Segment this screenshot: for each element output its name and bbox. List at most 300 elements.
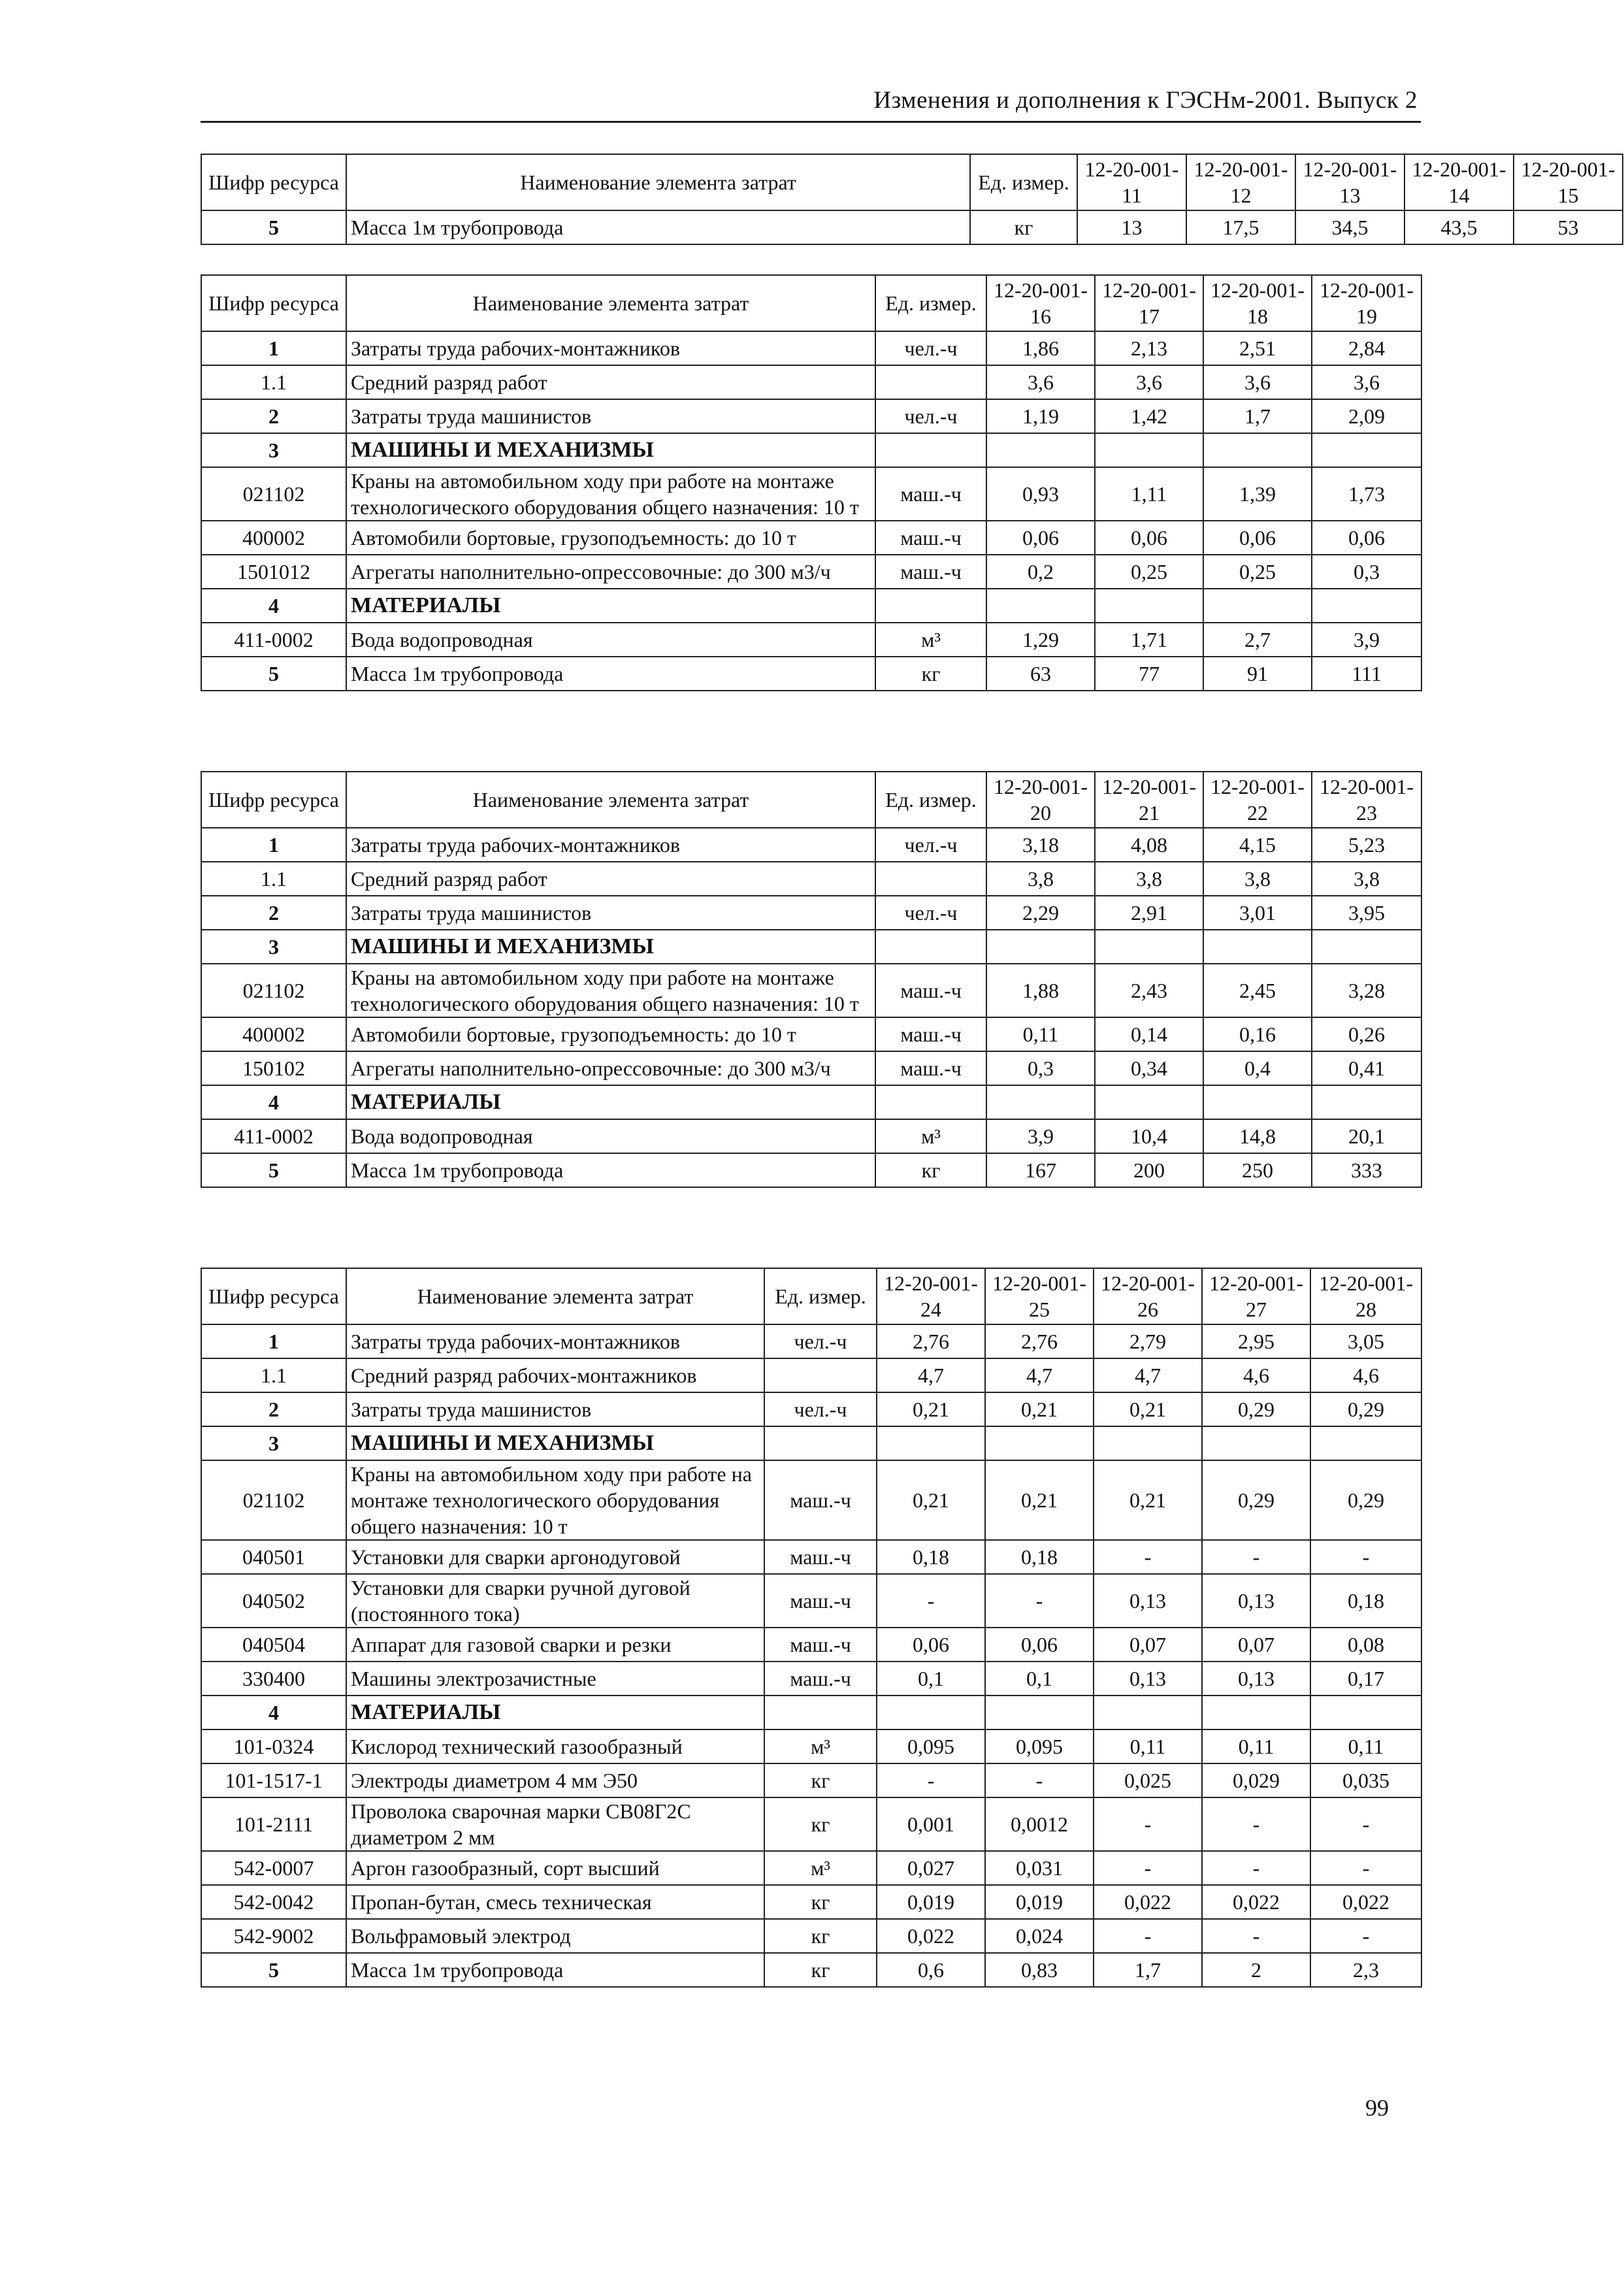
- row-value: 0,25: [1203, 555, 1312, 589]
- row-name: Масса 1м трубопровода: [346, 657, 875, 691]
- row-value: 0,0012: [985, 1797, 1094, 1851]
- row-value: 0,83: [985, 1953, 1094, 1987]
- row-unit: кг: [875, 1153, 986, 1187]
- row-value: -: [1202, 1540, 1310, 1574]
- table-row: [201, 1574, 1421, 1628]
- row-value: 250: [1203, 1153, 1312, 1187]
- row-unit: м³: [875, 1119, 986, 1153]
- row-unit: кг: [764, 1763, 877, 1797]
- row-code: 5: [201, 1153, 346, 1187]
- row-name: Аргон газообразный, сорт высший: [346, 1851, 764, 1885]
- table-row: [201, 467, 1421, 521]
- row-name: Кислород технический газообразный: [346, 1729, 764, 1763]
- row-value: 0,06: [1203, 521, 1312, 555]
- row-name: Автомобили бортовые, грузоподъемность: до 10 т: [346, 1017, 875, 1051]
- row-value: [1203, 433, 1312, 467]
- row-value: 1,7: [1203, 399, 1312, 433]
- row-unit: [764, 1426, 877, 1460]
- row-value: 0,11: [1094, 1729, 1202, 1763]
- row-unit: маш.-ч: [875, 467, 986, 521]
- row-value: 0,022: [1202, 1885, 1310, 1919]
- row-name: Затраты труда машинистов: [346, 1392, 764, 1426]
- row-value: 0,025: [1094, 1763, 1202, 1797]
- row-code: 5: [201, 210, 346, 244]
- row-code: 3: [201, 930, 346, 964]
- row-value: [877, 1426, 985, 1460]
- row-unit: [875, 433, 986, 467]
- row-value: [1312, 589, 1421, 623]
- row-value: 3,8: [1312, 862, 1421, 896]
- row-value: [985, 1696, 1094, 1729]
- row-value: -: [985, 1574, 1094, 1628]
- row-value: 200: [1095, 1153, 1203, 1187]
- row-unit: кг: [764, 1885, 877, 1919]
- row-value: [1095, 589, 1203, 623]
- row-unit: чел.-ч: [764, 1324, 877, 1358]
- row-code: 1.1: [201, 1358, 346, 1392]
- row-unit: маш.-ч: [764, 1574, 877, 1628]
- row-code: 040504: [201, 1628, 346, 1662]
- row-value: 0,08: [1310, 1628, 1421, 1662]
- table-header-row: [201, 772, 1421, 828]
- header-norm-code: 12-20-001-22: [1203, 772, 1312, 828]
- row-value: [1202, 1426, 1310, 1460]
- row-value: 0,18: [1310, 1574, 1421, 1628]
- row-value: 0,06: [877, 1628, 985, 1662]
- row-code: 1: [201, 1324, 346, 1358]
- row-unit: маш.-ч: [764, 1662, 877, 1696]
- header-norm-code: 12-20-001-26: [1094, 1268, 1202, 1324]
- table-row: [201, 862, 1421, 896]
- row-value: 3,6: [1095, 365, 1203, 399]
- row-code: 2: [201, 1392, 346, 1426]
- table-row: [201, 930, 1421, 964]
- row-value: 2,95: [1202, 1324, 1310, 1358]
- header-norm-code: 12-20-001-25: [985, 1268, 1094, 1324]
- row-name: Агрегаты наполнительно-опрессовочные: до 300 м3/ч: [346, 1051, 875, 1085]
- row-value: 0,07: [1094, 1628, 1202, 1662]
- row-value: 0,035: [1310, 1763, 1421, 1797]
- table-row: [201, 1153, 1421, 1187]
- row-unit: кг: [875, 657, 986, 691]
- row-unit: [875, 862, 986, 896]
- header-norm-code: 12-20-001-19: [1312, 275, 1421, 331]
- page-header: Изменения и дополнения к ГЭСНм-2001. Выпуск 2: [873, 87, 1418, 114]
- table-row: [201, 1392, 1421, 1426]
- row-code: 411-0002: [201, 623, 346, 657]
- row-value: 0,11: [1310, 1729, 1421, 1763]
- page-number: 99: [1365, 2095, 1389, 2121]
- row-code: 330400: [201, 1662, 346, 1696]
- row-value: -: [1202, 1797, 1310, 1851]
- row-value: -: [1202, 1851, 1310, 1885]
- row-value: 91: [1203, 657, 1312, 691]
- row-unit: чел.-ч: [875, 896, 986, 930]
- row-code: 2: [201, 896, 346, 930]
- row-value: 14,8: [1203, 1119, 1312, 1153]
- row-unit: маш.-ч: [875, 964, 986, 1017]
- header-unit: Ед. измер.: [875, 275, 986, 331]
- row-unit: чел.-ч: [875, 399, 986, 433]
- row-code: 5: [201, 657, 346, 691]
- header-norm-code: 12-20-001-12: [1186, 154, 1295, 210]
- row-value: 1,19: [986, 399, 1095, 433]
- header-norm-code: 12-20-001-11: [1077, 154, 1186, 210]
- row-code: 400002: [201, 1017, 346, 1051]
- row-value: [1094, 1426, 1202, 1460]
- row-code: 1501012: [201, 555, 346, 589]
- row-value: 0,21: [985, 1392, 1094, 1426]
- table-row: [201, 589, 1421, 623]
- table-row: [201, 1085, 1421, 1119]
- row-value: 0,022: [1310, 1885, 1421, 1919]
- row-value: -: [877, 1763, 985, 1797]
- header-code: Шифр ресурса: [201, 154, 346, 210]
- row-value: 53: [1514, 210, 1623, 244]
- row-code: 4: [201, 589, 346, 623]
- row-value: 5,23: [1312, 828, 1421, 862]
- row-name: Установки для сварки ручной дуговой (постоянного тока): [346, 1574, 764, 1628]
- header-norm-code: 12-20-001-20: [986, 772, 1095, 828]
- table-row: [201, 1885, 1421, 1919]
- row-value: 3,6: [1312, 365, 1421, 399]
- table-header-row: [201, 275, 1421, 331]
- row-value: 0,1: [985, 1662, 1094, 1696]
- row-name: Масса 1м трубопровода: [346, 210, 970, 244]
- row-value: 0,6: [877, 1953, 985, 1987]
- table-row: [201, 1919, 1421, 1953]
- row-value: 2,51: [1203, 331, 1312, 365]
- row-code: 542-9002: [201, 1919, 346, 1953]
- header-code: Шифр ресурса: [201, 275, 346, 331]
- row-value: [1095, 1085, 1203, 1119]
- row-value: 0,06: [1095, 521, 1203, 555]
- row-name: Аппарат для газовой сварки и резки: [346, 1628, 764, 1662]
- header-unit: Ед. измер.: [875, 772, 986, 828]
- row-value: 0,07: [1202, 1628, 1310, 1662]
- row-value: 0,031: [985, 1851, 1094, 1885]
- row-value: 3,6: [1203, 365, 1312, 399]
- row-unit: чел.-ч: [875, 331, 986, 365]
- resource-table-1: [201, 154, 1623, 245]
- table-row: [201, 1119, 1421, 1153]
- row-value: 2,09: [1312, 399, 1421, 433]
- row-value: 0,14: [1095, 1017, 1203, 1051]
- row-value: 2,13: [1095, 331, 1203, 365]
- row-value: 0,1: [877, 1662, 985, 1696]
- row-value: 4,15: [1203, 828, 1312, 862]
- header-unit: Ед. измер.: [970, 154, 1077, 210]
- row-name: Затраты труда машинистов: [346, 896, 875, 930]
- table-row: [201, 896, 1421, 930]
- row-value: 0,13: [1094, 1662, 1202, 1696]
- header-norm-code: 12-20-001-14: [1405, 154, 1514, 210]
- row-value: 0,3: [986, 1051, 1095, 1085]
- row-code: 1.1: [201, 365, 346, 399]
- row-value: 0,41: [1312, 1051, 1421, 1085]
- row-name: Электроды диаметром 4 мм Э50: [346, 1763, 764, 1797]
- row-value: 34,5: [1295, 210, 1405, 244]
- row-value: 2,43: [1095, 964, 1203, 1017]
- row-unit: маш.-ч: [875, 1017, 986, 1051]
- row-value: [986, 589, 1095, 623]
- row-code: 101-2111: [201, 1797, 346, 1851]
- row-value: [986, 1085, 1095, 1119]
- row-unit: маш.-ч: [764, 1460, 877, 1540]
- row-value: 0,17: [1310, 1662, 1421, 1696]
- row-value: [1203, 589, 1312, 623]
- row-value: 0,21: [985, 1460, 1094, 1540]
- row-value: -: [985, 1763, 1094, 1797]
- header-name: Наименование элемента затрат: [346, 154, 970, 210]
- row-name: МАШИНЫ И МЕХАНИЗМЫ: [346, 1426, 764, 1460]
- table-row: [201, 1540, 1421, 1574]
- row-value: 0,21: [1094, 1392, 1202, 1426]
- row-value: [1310, 1426, 1421, 1460]
- row-value: 3,6: [986, 365, 1095, 399]
- row-value: -: [1202, 1919, 1310, 1953]
- row-unit: м³: [764, 1851, 877, 1885]
- row-value: 1,86: [986, 331, 1095, 365]
- table-row: [201, 1051, 1421, 1085]
- row-value: 0,16: [1203, 1017, 1312, 1051]
- row-value: 3,8: [986, 862, 1095, 896]
- row-unit: маш.-ч: [875, 1051, 986, 1085]
- row-value: -: [1094, 1540, 1202, 1574]
- row-name: Установки для сварки аргонодуговой: [346, 1540, 764, 1574]
- table-row: [201, 1696, 1421, 1729]
- row-value: -: [1310, 1540, 1421, 1574]
- row-value: 0,029: [1202, 1763, 1310, 1797]
- table-header-row: [201, 1268, 1421, 1324]
- row-name: Вода водопроводная: [346, 623, 875, 657]
- row-value: -: [1310, 1797, 1421, 1851]
- row-code: 040501: [201, 1540, 346, 1574]
- row-value: 0,019: [985, 1885, 1094, 1919]
- row-value: 0,095: [877, 1729, 985, 1763]
- row-value: 4,08: [1095, 828, 1203, 862]
- table-row: [201, 1729, 1421, 1763]
- row-unit: [875, 1085, 986, 1119]
- row-code: 4: [201, 1696, 346, 1729]
- row-value: 10,4: [1095, 1119, 1203, 1153]
- row-value: [985, 1426, 1094, 1460]
- row-code: 1: [201, 331, 346, 365]
- row-code: 1.1: [201, 862, 346, 896]
- resource-table-2: [201, 274, 1422, 691]
- row-unit: [764, 1696, 877, 1729]
- table-header-row: [201, 154, 1623, 210]
- row-unit: кг: [764, 1919, 877, 1953]
- row-value: 0,18: [985, 1540, 1094, 1574]
- row-name: Вольфрамовый электрод: [346, 1919, 764, 1953]
- row-code: 1: [201, 828, 346, 862]
- row-code: 021102: [201, 964, 346, 1017]
- row-value: 2,76: [877, 1324, 985, 1358]
- row-name: Вода водопроводная: [346, 1119, 875, 1153]
- row-value: -: [1310, 1919, 1421, 1953]
- row-value: 4,7: [1094, 1358, 1202, 1392]
- row-value: [986, 930, 1095, 964]
- row-value: 0,027: [877, 1851, 985, 1885]
- row-value: 0,21: [877, 1460, 985, 1540]
- row-value: 0,095: [985, 1729, 1094, 1763]
- header-norm-code: 12-20-001-15: [1514, 154, 1623, 210]
- table-row: [201, 1017, 1421, 1051]
- table-row: [201, 828, 1421, 862]
- row-name: Средний разряд работ: [346, 862, 875, 896]
- row-value: 0,29: [1310, 1460, 1421, 1540]
- row-value: 2,7: [1203, 623, 1312, 657]
- row-name: Масса 1м трубопровода: [346, 1153, 875, 1187]
- header-norm-code: 12-20-001-16: [986, 275, 1095, 331]
- row-value: 2,3: [1310, 1953, 1421, 1987]
- row-value: 2,45: [1203, 964, 1312, 1017]
- row-value: 0,18: [877, 1540, 985, 1574]
- row-value: 0,11: [986, 1017, 1095, 1051]
- header-norm-code: 12-20-001-27: [1202, 1268, 1310, 1324]
- row-unit: м³: [764, 1729, 877, 1763]
- row-code: 542-0007: [201, 1851, 346, 1885]
- row-value: 0,001: [877, 1797, 985, 1851]
- header-norm-code: 12-20-001-18: [1203, 275, 1312, 331]
- row-value: [1312, 433, 1421, 467]
- row-value: 0,024: [985, 1919, 1094, 1953]
- row-name: Краны на автомобильном ходу при работе на монтаже технологического оборудования общего назначения: 10 т: [346, 1460, 764, 1540]
- row-name: МАТЕРИАЛЫ: [346, 1696, 764, 1729]
- row-value: 167: [986, 1153, 1095, 1187]
- header-code: Шифр ресурса: [201, 772, 346, 828]
- row-value: 17,5: [1186, 210, 1295, 244]
- resource-table-4: [201, 1268, 1422, 1988]
- row-value: 0,022: [1094, 1885, 1202, 1919]
- row-value: 0,29: [1202, 1392, 1310, 1426]
- row-value: 2: [1202, 1953, 1310, 1987]
- row-name: Затраты труда машинистов: [346, 399, 875, 433]
- row-value: [1312, 930, 1421, 964]
- row-value: 1,11: [1095, 467, 1203, 521]
- table-row: [201, 1426, 1421, 1460]
- row-value: 3,95: [1312, 896, 1421, 930]
- row-value: 0,34: [1095, 1051, 1203, 1085]
- row-name: МАШИНЫ И МЕХАНИЗМЫ: [346, 930, 875, 964]
- row-value: 3,8: [1095, 862, 1203, 896]
- row-name: Пропан-бутан, смесь техническая: [346, 1885, 764, 1919]
- row-value: [1095, 930, 1203, 964]
- row-value: 4,7: [985, 1358, 1094, 1392]
- row-value: 4,6: [1310, 1358, 1421, 1392]
- row-value: [1312, 1085, 1421, 1119]
- table-row: [201, 1460, 1421, 1540]
- row-code: 150102: [201, 1051, 346, 1085]
- row-unit: [764, 1358, 877, 1392]
- table-row: [201, 623, 1421, 657]
- row-value: 0,022: [877, 1919, 985, 1953]
- row-unit: кг: [764, 1797, 877, 1851]
- row-value: 0,29: [1310, 1392, 1421, 1426]
- row-value: 1,39: [1203, 467, 1312, 521]
- header-name: Наименование элемента затрат: [346, 772, 875, 828]
- row-unit: [875, 589, 986, 623]
- row-name: МАТЕРИАЛЫ: [346, 1085, 875, 1119]
- row-unit: м³: [875, 623, 986, 657]
- row-code: 2: [201, 399, 346, 433]
- row-value: 4,7: [877, 1358, 985, 1392]
- row-value: 0,13: [1202, 1574, 1310, 1628]
- row-value: [877, 1696, 985, 1729]
- row-value: 1,42: [1095, 399, 1203, 433]
- row-value: 0,13: [1094, 1574, 1202, 1628]
- header-norm-code: 12-20-001-28: [1310, 1268, 1421, 1324]
- row-value: 0,06: [986, 521, 1095, 555]
- row-value: 2,29: [986, 896, 1095, 930]
- row-value: 13: [1077, 210, 1186, 244]
- row-value: [1094, 1696, 1202, 1729]
- row-code: 4: [201, 1085, 346, 1119]
- row-value: 0,11: [1202, 1729, 1310, 1763]
- header-norm-code: 12-20-001-17: [1095, 275, 1203, 331]
- row-value: 3,05: [1310, 1324, 1421, 1358]
- table-row: [201, 1851, 1421, 1885]
- header-norm-code: 12-20-001-21: [1095, 772, 1203, 828]
- row-value: -: [1094, 1797, 1202, 1851]
- header-code: Шифр ресурса: [201, 1268, 346, 1324]
- row-value: -: [1094, 1851, 1202, 1885]
- row-value: 0,29: [1202, 1460, 1310, 1540]
- row-value: 0,3: [1312, 555, 1421, 589]
- row-name: Агрегаты наполнительно-опрессовочные: до 300 м3/ч: [346, 555, 875, 589]
- row-value: 1,73: [1312, 467, 1421, 521]
- table-row: [201, 365, 1421, 399]
- header-norm-code: 12-20-001-24: [877, 1268, 985, 1324]
- table-row: [201, 331, 1421, 365]
- row-name: Проволока сварочная марки СВ08Г2С диаметром 2 мм: [346, 1797, 764, 1851]
- table-row: [201, 399, 1421, 433]
- header-norm-code: 12-20-001-23: [1312, 772, 1421, 828]
- row-name: Средний разряд работ: [346, 365, 875, 399]
- table-row: [201, 1953, 1421, 1987]
- row-value: 3,9: [986, 1119, 1095, 1153]
- row-code: 101-1517-1: [201, 1763, 346, 1797]
- table-row: [201, 657, 1421, 691]
- row-code: 5: [201, 1953, 346, 1987]
- row-code: 021102: [201, 467, 346, 521]
- row-value: -: [1094, 1919, 1202, 1953]
- row-value: 1,71: [1095, 623, 1203, 657]
- header-norm-code: 12-20-001-13: [1295, 154, 1405, 210]
- row-name: МАТЕРИАЛЫ: [346, 589, 875, 623]
- row-unit: кг: [764, 1953, 877, 1987]
- row-value: 1,29: [986, 623, 1095, 657]
- row-name: Краны на автомобильном ходу при работе на монтаже технологического оборудования общего назначения: 10 т: [346, 467, 875, 521]
- header-unit: Ед. измер.: [764, 1268, 877, 1324]
- row-value: 0,019: [877, 1885, 985, 1919]
- row-value: 3,01: [1203, 896, 1312, 930]
- header-name: Наименование элемента затрат: [346, 275, 875, 331]
- row-value: [1310, 1696, 1421, 1729]
- row-value: 2,79: [1094, 1324, 1202, 1358]
- row-value: 0,13: [1202, 1662, 1310, 1696]
- row-value: 0,21: [877, 1392, 985, 1426]
- row-value: 1,7: [1094, 1953, 1202, 1987]
- row-value: 0,4: [1203, 1051, 1312, 1085]
- row-code: 400002: [201, 521, 346, 555]
- row-name: Затраты труда рабочих-монтажников: [346, 828, 875, 862]
- table-row: [201, 1797, 1421, 1851]
- row-value: 77: [1095, 657, 1203, 691]
- row-unit: маш.-ч: [764, 1540, 877, 1574]
- table-row: [201, 964, 1421, 1017]
